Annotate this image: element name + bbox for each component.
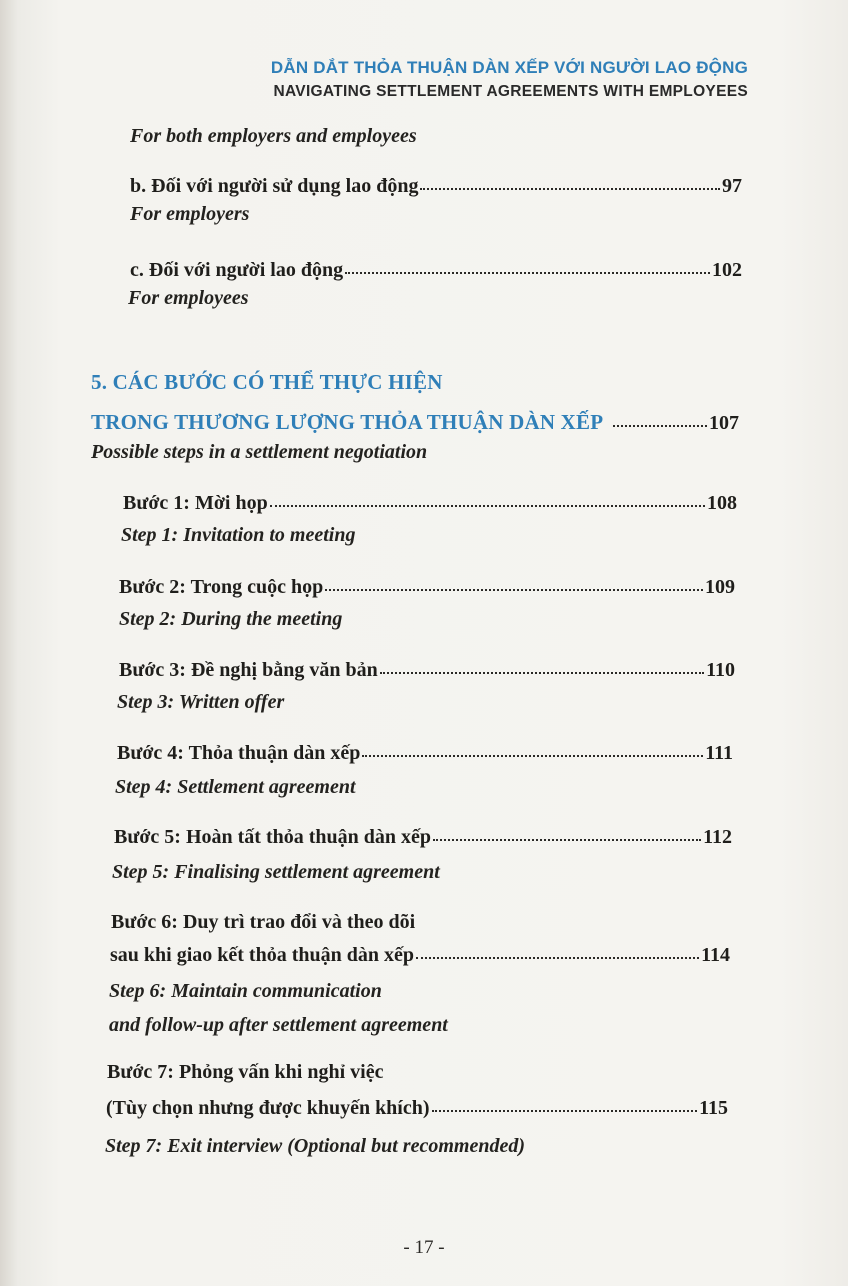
toc-page-number: 111 xyxy=(705,742,733,764)
toc-page-number: 110 xyxy=(706,659,735,681)
running-header-english: NAVIGATING SETTLEMENT AGREEMENTS WITH EMPLOYEES xyxy=(273,83,748,100)
step-title-english: and follow-up after settlement agreement xyxy=(109,1014,448,1036)
dot-leader xyxy=(270,505,705,507)
step-title-english-line1: Step 6: Maintain communication xyxy=(109,980,382,1002)
step-title-vietnamese: Bước 4: Thỏa thuận dàn xếp xyxy=(117,742,361,764)
toc-step-row[interactable] xyxy=(119,659,735,682)
toc-page-number: 108 xyxy=(707,492,737,514)
step-title-english: Step 5: Finalising settlement agreement xyxy=(112,861,440,883)
toc-entry-english: For employers xyxy=(130,203,250,225)
section-title-line1: 5. CÁC BƯỚC CÓ THỂ THỰC HIỆN xyxy=(91,370,443,394)
step-title-vietnamese: (Tùy chọn nhưng được khuyến khích) xyxy=(106,1097,430,1119)
page-number: - 17 - xyxy=(403,1237,445,1258)
dot-leader xyxy=(613,425,707,427)
toc-page-number: 107 xyxy=(709,412,739,434)
section-title-line2: TRONG THƯƠNG LƯỢNG THỎA THUẬN DÀN XẾP xyxy=(91,410,604,434)
toc-entry-vietnamese: c. Đối với người lao động xyxy=(130,259,344,281)
step-title-vietnamese: Bước 3: Đề nghị bằng văn bản xyxy=(119,659,378,681)
dot-leader xyxy=(432,1110,698,1112)
step-title-english: Step 3: Written offer xyxy=(117,691,285,713)
dot-leader xyxy=(420,188,720,190)
toc-step-row[interactable] xyxy=(119,576,735,599)
dot-leader xyxy=(416,957,699,959)
step-title-vietnamese: Bước 2: Trong cuộc họp xyxy=(119,576,324,598)
toc-step-row[interactable] xyxy=(117,742,733,765)
step-title-vietnamese: Bước 1: Mời họp xyxy=(123,492,268,514)
section-subtitle-english: Possible steps in a settlement negotiation xyxy=(91,441,428,463)
step-title-english: Step 4: Settlement agreement xyxy=(115,776,356,798)
toc-page-number: 114 xyxy=(701,944,730,966)
toc-step-row[interactable] xyxy=(110,944,730,967)
dot-leader xyxy=(325,589,703,591)
step-title-vietnamese: sau khi giao kết thỏa thuận dàn xếp xyxy=(110,944,414,966)
step-title-vietnamese-line1: Bước 7: Phỏng vấn khi nghỉ việc xyxy=(107,1061,384,1083)
toc-entry-row[interactable] xyxy=(130,175,742,198)
toc-entry-english: For employees xyxy=(128,287,249,309)
toc-page-number: 115 xyxy=(699,1097,728,1119)
section-title-row[interactable] xyxy=(91,410,739,435)
toc-page-number: 112 xyxy=(703,826,732,848)
toc-entry-row[interactable] xyxy=(130,259,742,282)
step-title-vietnamese-line1: Bước 6: Duy trì trao đổi và theo dõi xyxy=(111,911,416,933)
step-title-english: Step 7: Exit interview (Optional but recommended) xyxy=(105,1135,525,1157)
step-title-english: Step 2: During the meeting xyxy=(119,608,343,630)
running-header-vietnamese: DẪN DẮT THỎA THUẬN DÀN XẾP VỚI NGƯỜI LAO ĐỘNG xyxy=(270,58,748,77)
toc-entry-english: For both employers and employees xyxy=(130,125,417,147)
step-title-vietnamese: Bước 5: Hoàn tất thỏa thuận dàn xếp xyxy=(114,826,432,848)
dot-leader xyxy=(362,755,703,757)
toc-step-row[interactable] xyxy=(123,492,737,515)
dot-leader xyxy=(433,839,701,841)
toc-page-number: 97 xyxy=(722,175,742,197)
toc-entry-vietnamese: b. Đối với người sử dụng lao động xyxy=(130,175,419,197)
toc-step-row[interactable] xyxy=(106,1097,728,1120)
dot-leader xyxy=(345,272,710,274)
step-title-english: Step 1: Invitation to meeting xyxy=(121,524,356,546)
toc-step-row[interactable] xyxy=(114,826,732,849)
toc-page-number: 109 xyxy=(705,576,735,598)
toc-page-number: 102 xyxy=(712,259,742,281)
dot-leader xyxy=(380,672,704,674)
